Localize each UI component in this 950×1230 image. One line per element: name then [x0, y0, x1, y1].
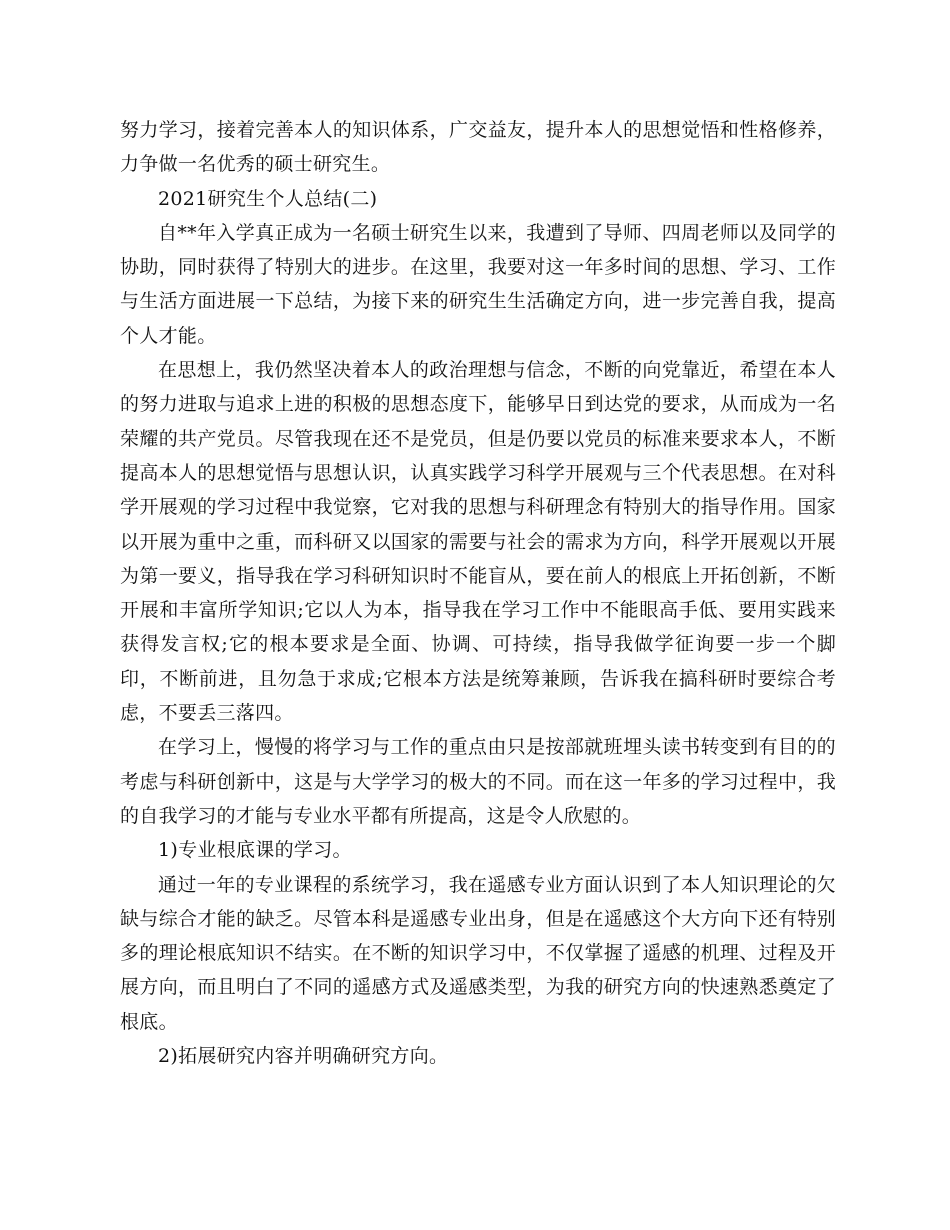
paragraph-continuation: 努力学习，接着完善本人的知识体系，广交益友，提升本人的思想觉悟和性格修养，力争做一名优秀的硕士研究生。	[120, 119, 836, 176]
document-page	[120, 113, 836, 1073]
paragraph-intro: 自**年入学真正成为一名硕士研究生以来，我遭到了导师、四周老师以及同学的协助，同时获得了特别大的进步。在这里，我要对这一年多时间的思想、学习、工作与生活方面进展一下总结，为接下来的研究生生活确定方向，进一步完善自我，提高个人才能。	[120, 221, 836, 347]
paragraph-study: 在学习上，慢慢的将学习与工作的重点由只是按部就班埋头读书转变到有目的的考虑与科研创新中，这是与大学学习的极大的不同。而在这一年多的学习过程中，我的自我学习的才能与专业水平都有所提高，这是令人欣慰的。	[120, 736, 836, 827]
paragraph-courses: 通过一年的专业课程的系统学习，我在遥感专业方面认识到了本人知识理论的欠缺与综合才能的缺乏。尽管本科是遥感专业出身，但是在遥感这个大方向下还有特别多的理论根底知识不结实。在不断的知识学习中，不仅掌握了遥感的机理、过程及开展方向，而且明白了不同的遥感方式及遥感类型，为我的研究方向的快速熟悉奠定了根底。	[120, 873, 836, 1033]
list-item-research-direction: 2)拓展研究内容并明确研究方向。	[158, 1045, 449, 1068]
list-item-basic-courses: 1)专业根底课的学习。	[158, 839, 352, 862]
section-heading: 2021研究生个人总结(二)	[158, 187, 378, 210]
paragraph-thought: 在思想上，我仍然坚决着本人的政治理想与信念，不断的向党靠近，希望在本人的努力进取与追求上进的积极的思想态度下，能够早日到达党的要求，从而成为一名荣耀的共产党员。尽管我现在还不是党员，但是仍要以党员的标准来要求本人，不断提高本人的思想觉悟与思想认识，认真实践学习科学开展观与三个代表思想。在对科学开展观的学习过程中我觉察，它对我的思想与科研理念有特别大的指导作用。国家以开展为重中之重，而科研又以国家的需要与社会的需求为方向，科学开展观以开展为第一要义，指导我在学习科研知识时不能盲从，要在前人的根底上开拓创新，不断开展和丰富所学知识;它以人为本，指导我在学习工作中不能眼高手低、要用实践来获得发言权;它的根本要求是全面、协调、可持续，指导我做学征询要一步一个脚印，不断前进，且勿急于求成;它根本方法是统筹兼顾，告诉我在搞科研时要综合考虑，不要丢三落四。	[120, 359, 836, 725]
